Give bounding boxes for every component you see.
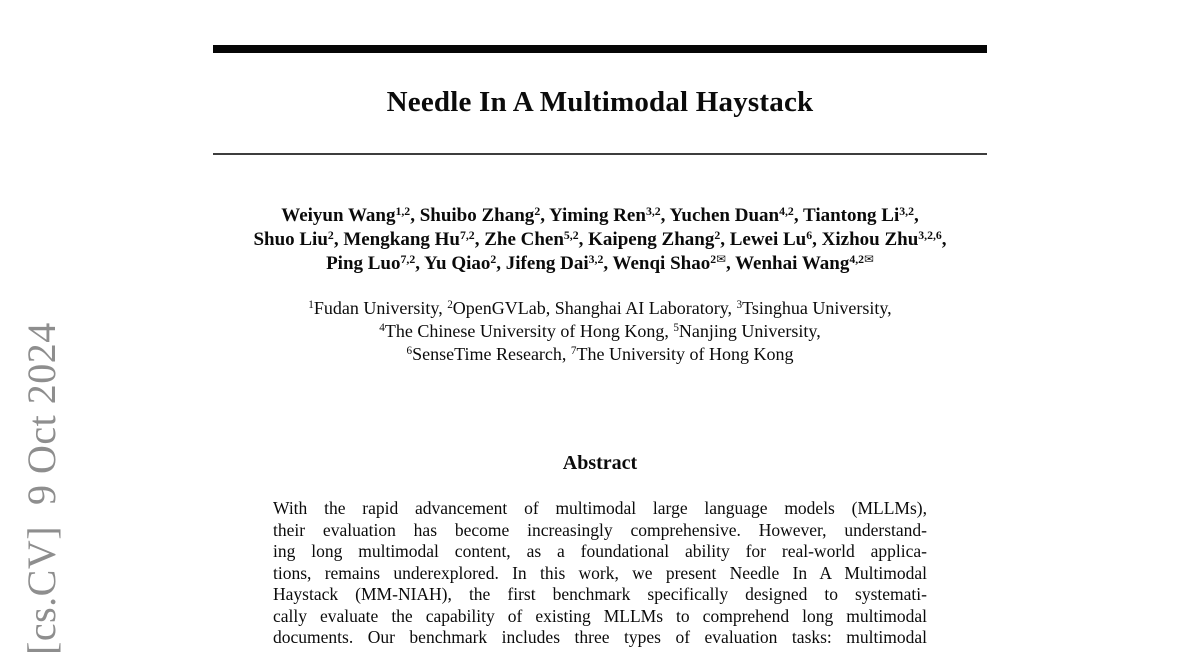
abstract-line: With the rapid advancement of multimodal large language models (MLLMs),	[273, 498, 927, 518]
author-line-1: Weiyun Wang$^{1,2}$, Shuibo Zhang$^2$, Yiming Ren$^{3,2}$, Yuchen Duan$^{4,2}$, Tiantong Li$^{3,2}$,	[281, 205, 919, 226]
abstract-heading: Abstract	[562, 452, 638, 474]
affiliation-list	[100, 297, 1100, 366]
author-line-2: Shuo Liu$^2$, Mengkang Hu$^{7,2}$, Zhe Chen$^{5,2}$, Kaipeng Zhang$^2$, Lewei Lu$^6$, Xizhou Zhu$^{3,2,6}$,	[253, 229, 947, 250]
arxiv-category-stamp: [cs.CV] 9 Oct 2024	[19, 322, 64, 655]
title-rule-top	[213, 45, 987, 53]
abstract-line: cally evaluate the capability of existing MLLMs to comprehend long multimodal	[273, 605, 927, 626]
affiliation-line-3: $^6$SenseTime Research, $^7$The University of Hong Kong	[406, 344, 794, 364]
abstract-line: tions, remains underexplored. In this work, we present Needle In A Multimodal	[273, 562, 927, 583]
paper-title: Needle In A Multimodal Haystack	[386, 86, 814, 118]
abstract-line: their evaluation has become increasingly comprehensive. However, understand-	[273, 519, 927, 540]
abstract-text	[273, 498, 927, 649]
abstract-line: documents. Our benchmark includes three types of evaluation tasks: multimodal	[273, 627, 927, 647]
affiliation-line-1: $^1$Fudan University, $^2$OpenGVLab, Shanghai AI Laboratory, $^3$Tsinghua University,	[308, 298, 892, 318]
author-list	[100, 204, 1100, 276]
abstract-line: ing long multimodal content, as a foundational ability for real-world applica-	[273, 541, 927, 561]
abstract-line: Haystack (MM-NIAH), the first benchmark specifically designed to systemati-	[273, 584, 927, 604]
affiliation-line-2: $^4$The Chinese University of Hong Kong, $^5$Nanjing University,	[379, 321, 821, 341]
title-rule-bottom	[213, 153, 987, 155]
author-line-3: Ping Luo$^{7,2}$, Yu Qiao$^2$, Jifeng Dai$^{3,2}$, Wenqi Shao$^{2✉}$, Wenhai Wang$^{4,2✉}$	[326, 253, 874, 274]
